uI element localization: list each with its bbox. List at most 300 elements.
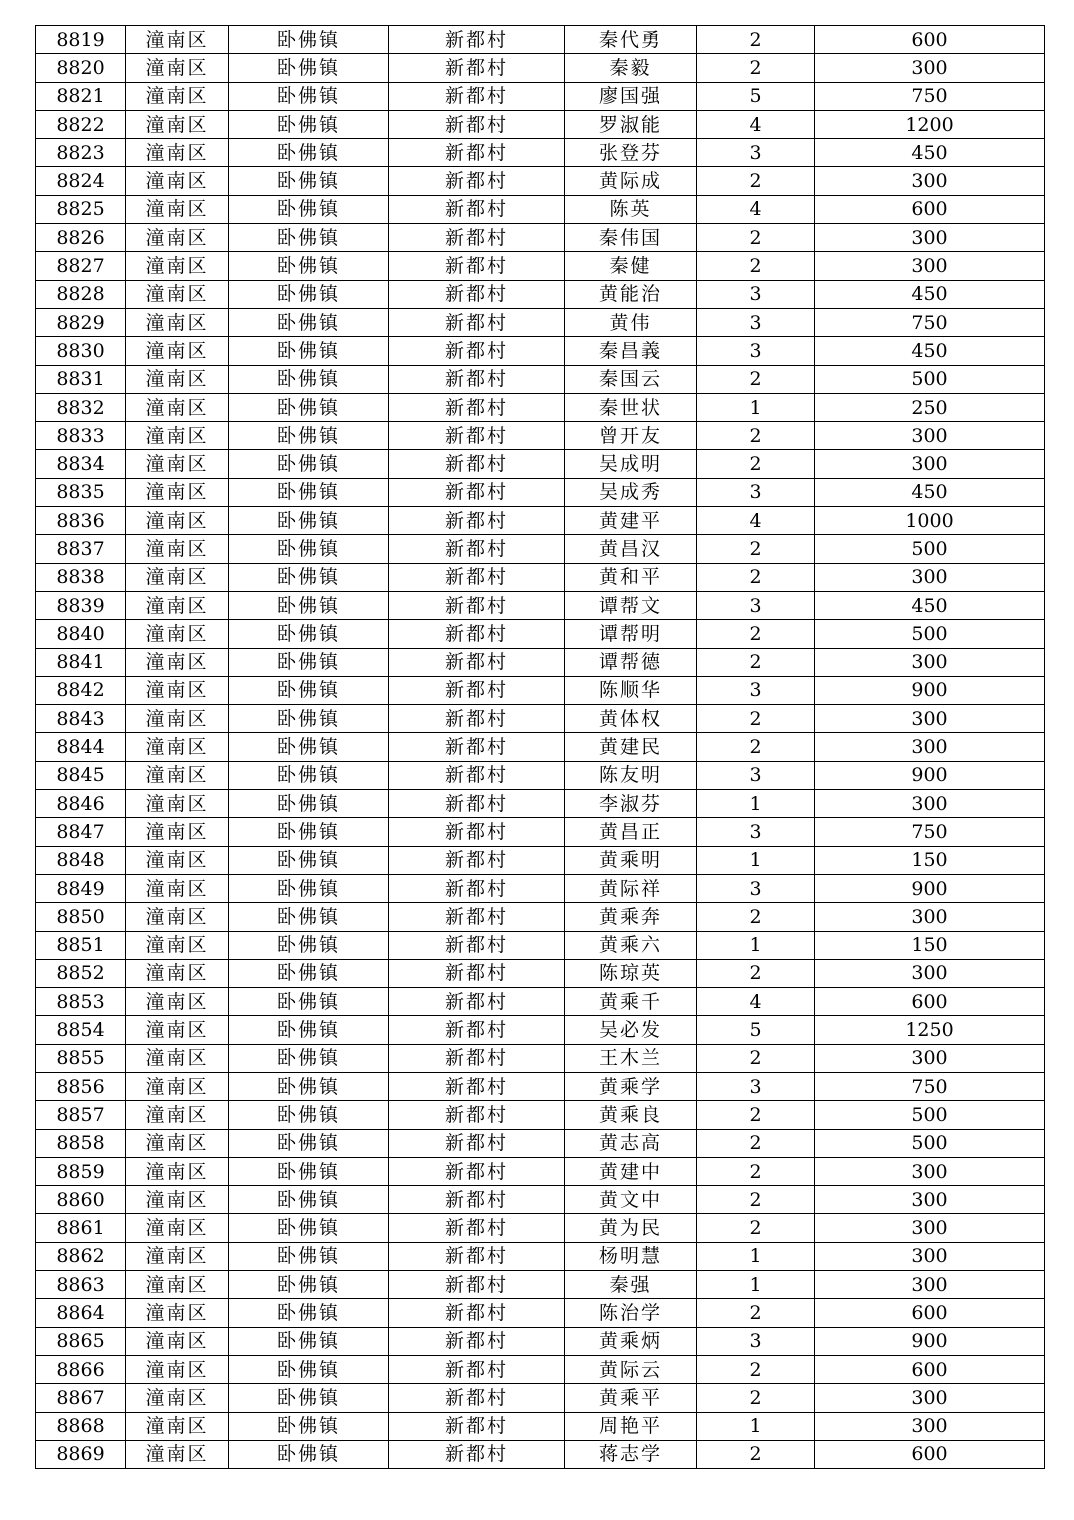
sequence-number-cell: 8856 xyxy=(36,1072,126,1100)
village-cell: 新都村 xyxy=(389,110,565,138)
sequence-number-cell: 8839 xyxy=(36,591,126,619)
sequence-number-cell: 8846 xyxy=(36,790,126,818)
household-name-cell: 罗淑能 xyxy=(565,110,697,138)
town-cell: 卧佛镇 xyxy=(229,620,389,648)
table-row xyxy=(36,110,1045,138)
people-count-cell: 2 xyxy=(697,450,815,478)
household-name-cell: 陈治学 xyxy=(565,1299,697,1327)
table-row xyxy=(36,139,1045,167)
sequence-number-cell: 8842 xyxy=(36,676,126,704)
sequence-number-cell: 8850 xyxy=(36,903,126,931)
sequence-number-cell: 8848 xyxy=(36,846,126,874)
amount-cell: 300 xyxy=(815,1271,1045,1299)
table-row xyxy=(36,874,1045,902)
village-cell: 新都村 xyxy=(389,959,565,987)
district-cell: 潼南区 xyxy=(126,195,229,223)
household-name-cell: 黄体权 xyxy=(565,705,697,733)
village-cell: 新都村 xyxy=(389,620,565,648)
household-name-cell: 秦世状 xyxy=(565,393,697,421)
household-name-cell: 黄和平 xyxy=(565,563,697,591)
village-cell: 新都村 xyxy=(389,337,565,365)
village-cell: 新都村 xyxy=(389,705,565,733)
people-count-cell: 2 xyxy=(697,959,815,987)
sequence-number-cell: 8849 xyxy=(36,874,126,902)
sequence-number-cell: 8820 xyxy=(36,54,126,82)
table-row xyxy=(36,478,1045,506)
district-cell: 潼南区 xyxy=(126,705,229,733)
village-cell: 新都村 xyxy=(389,1299,565,1327)
district-cell: 潼南区 xyxy=(126,308,229,336)
sequence-number-cell: 8864 xyxy=(36,1299,126,1327)
people-count-cell: 1 xyxy=(697,393,815,421)
town-cell: 卧佛镇 xyxy=(229,82,389,110)
people-count-cell: 5 xyxy=(697,82,815,110)
people-count-cell: 4 xyxy=(697,110,815,138)
amount-cell: 300 xyxy=(815,705,1045,733)
household-name-cell: 黄能治 xyxy=(565,280,697,308)
people-count-cell: 3 xyxy=(697,1327,815,1355)
village-cell: 新都村 xyxy=(389,591,565,619)
roster-table xyxy=(35,25,1045,1469)
table-row xyxy=(36,280,1045,308)
household-name-cell: 黄乘良 xyxy=(565,1101,697,1129)
district-cell: 潼南区 xyxy=(126,450,229,478)
town-cell: 卧佛镇 xyxy=(229,959,389,987)
district-cell: 潼南区 xyxy=(126,931,229,959)
amount-cell: 300 xyxy=(815,422,1045,450)
sequence-number-cell: 8858 xyxy=(36,1129,126,1157)
household-name-cell: 吴成秀 xyxy=(565,478,697,506)
town-cell: 卧佛镇 xyxy=(229,1072,389,1100)
district-cell: 潼南区 xyxy=(126,1214,229,1242)
amount-cell: 600 xyxy=(815,26,1045,54)
people-count-cell: 5 xyxy=(697,1016,815,1044)
amount-cell: 500 xyxy=(815,1129,1045,1157)
table-row xyxy=(36,846,1045,874)
amount-cell: 250 xyxy=(815,393,1045,421)
table-row xyxy=(36,1044,1045,1072)
town-cell: 卧佛镇 xyxy=(229,26,389,54)
village-cell: 新都村 xyxy=(389,1440,565,1468)
amount-cell: 900 xyxy=(815,761,1045,789)
people-count-cell: 1 xyxy=(697,846,815,874)
household-name-cell: 李淑芬 xyxy=(565,790,697,818)
people-count-cell: 2 xyxy=(697,1129,815,1157)
household-name-cell: 张登芬 xyxy=(565,139,697,167)
village-cell: 新都村 xyxy=(389,1044,565,1072)
district-cell: 潼南区 xyxy=(126,563,229,591)
sequence-number-cell: 8821 xyxy=(36,82,126,110)
sequence-number-cell: 8840 xyxy=(36,620,126,648)
town-cell: 卧佛镇 xyxy=(229,1186,389,1214)
amount-cell: 900 xyxy=(815,874,1045,902)
district-cell: 潼南区 xyxy=(126,1016,229,1044)
household-name-cell: 陈英 xyxy=(565,195,697,223)
village-cell: 新都村 xyxy=(389,365,565,393)
amount-cell: 300 xyxy=(815,252,1045,280)
district-cell: 潼南区 xyxy=(126,1299,229,1327)
sequence-number-cell: 8838 xyxy=(36,563,126,591)
village-cell: 新都村 xyxy=(389,1072,565,1100)
amount-cell: 750 xyxy=(815,818,1045,846)
people-count-cell: 4 xyxy=(697,195,815,223)
table-row xyxy=(36,1242,1045,1270)
village-cell: 新都村 xyxy=(389,507,565,535)
amount-cell: 300 xyxy=(815,1157,1045,1185)
people-count-cell: 3 xyxy=(697,591,815,619)
household-name-cell: 秦代勇 xyxy=(565,26,697,54)
sequence-number-cell: 8830 xyxy=(36,337,126,365)
people-count-cell: 2 xyxy=(697,1101,815,1129)
sequence-number-cell: 8867 xyxy=(36,1384,126,1412)
town-cell: 卧佛镇 xyxy=(229,1327,389,1355)
town-cell: 卧佛镇 xyxy=(229,1157,389,1185)
town-cell: 卧佛镇 xyxy=(229,733,389,761)
amount-cell: 500 xyxy=(815,365,1045,393)
household-name-cell: 黄志高 xyxy=(565,1129,697,1157)
sequence-number-cell: 8828 xyxy=(36,280,126,308)
village-cell: 新都村 xyxy=(389,422,565,450)
village-cell: 新都村 xyxy=(389,988,565,1016)
people-count-cell: 2 xyxy=(697,705,815,733)
town-cell: 卧佛镇 xyxy=(229,846,389,874)
amount-cell: 600 xyxy=(815,195,1045,223)
district-cell: 潼南区 xyxy=(126,846,229,874)
town-cell: 卧佛镇 xyxy=(229,931,389,959)
village-cell: 新都村 xyxy=(389,478,565,506)
household-name-cell: 黄建平 xyxy=(565,507,697,535)
household-name-cell: 曾开友 xyxy=(565,422,697,450)
amount-cell: 300 xyxy=(815,224,1045,252)
household-name-cell: 黄昌正 xyxy=(565,818,697,846)
town-cell: 卧佛镇 xyxy=(229,54,389,82)
district-cell: 潼南区 xyxy=(126,393,229,421)
town-cell: 卧佛镇 xyxy=(229,1355,389,1383)
village-cell: 新都村 xyxy=(389,563,565,591)
town-cell: 卧佛镇 xyxy=(229,1440,389,1468)
household-name-cell: 黄建民 xyxy=(565,733,697,761)
household-name-cell: 陈琼英 xyxy=(565,959,697,987)
amount-cell: 300 xyxy=(815,450,1045,478)
table-row xyxy=(36,54,1045,82)
people-count-cell: 3 xyxy=(697,676,815,704)
village-cell: 新都村 xyxy=(389,1016,565,1044)
town-cell: 卧佛镇 xyxy=(229,1044,389,1072)
people-count-cell: 1 xyxy=(697,1271,815,1299)
amount-cell: 1000 xyxy=(815,507,1045,535)
village-cell: 新都村 xyxy=(389,1242,565,1270)
town-cell: 卧佛镇 xyxy=(229,478,389,506)
people-count-cell: 4 xyxy=(697,507,815,535)
district-cell: 潼南区 xyxy=(126,139,229,167)
household-name-cell: 秦健 xyxy=(565,252,697,280)
district-cell: 潼南区 xyxy=(126,1242,229,1270)
table-row xyxy=(36,676,1045,704)
village-cell: 新都村 xyxy=(389,818,565,846)
table-row xyxy=(36,1327,1045,1355)
table-row xyxy=(36,1186,1045,1214)
village-cell: 新都村 xyxy=(389,676,565,704)
table-row xyxy=(36,931,1045,959)
people-count-cell: 3 xyxy=(697,761,815,789)
household-name-cell: 谭帮文 xyxy=(565,591,697,619)
people-count-cell: 2 xyxy=(697,54,815,82)
village-cell: 新都村 xyxy=(389,393,565,421)
sequence-number-cell: 8866 xyxy=(36,1355,126,1383)
household-name-cell: 秦毅 xyxy=(565,54,697,82)
household-name-cell: 黄际云 xyxy=(565,1355,697,1383)
household-name-cell: 黄乘平 xyxy=(565,1384,697,1412)
amount-cell: 450 xyxy=(815,280,1045,308)
table-row xyxy=(36,648,1045,676)
amount-cell: 750 xyxy=(815,82,1045,110)
district-cell: 潼南区 xyxy=(126,1186,229,1214)
amount-cell: 300 xyxy=(815,790,1045,818)
town-cell: 卧佛镇 xyxy=(229,139,389,167)
household-name-cell: 谭帮德 xyxy=(565,648,697,676)
district-cell: 潼南区 xyxy=(126,26,229,54)
village-cell: 新都村 xyxy=(389,82,565,110)
village-cell: 新都村 xyxy=(389,1412,565,1440)
amount-cell: 300 xyxy=(815,1412,1045,1440)
district-cell: 潼南区 xyxy=(126,54,229,82)
town-cell: 卧佛镇 xyxy=(229,903,389,931)
household-name-cell: 黄乘明 xyxy=(565,846,697,874)
district-cell: 潼南区 xyxy=(126,252,229,280)
amount-cell: 900 xyxy=(815,676,1045,704)
amount-cell: 450 xyxy=(815,139,1045,167)
village-cell: 新都村 xyxy=(389,1271,565,1299)
town-cell: 卧佛镇 xyxy=(229,308,389,336)
district-cell: 潼南区 xyxy=(126,676,229,704)
amount-cell: 300 xyxy=(815,903,1045,931)
sequence-number-cell: 8857 xyxy=(36,1101,126,1129)
village-cell: 新都村 xyxy=(389,846,565,874)
household-name-cell: 黄乘炳 xyxy=(565,1327,697,1355)
people-count-cell: 4 xyxy=(697,988,815,1016)
sequence-number-cell: 8837 xyxy=(36,535,126,563)
village-cell: 新都村 xyxy=(389,648,565,676)
village-cell: 新都村 xyxy=(389,224,565,252)
amount-cell: 500 xyxy=(815,535,1045,563)
sequence-number-cell: 8845 xyxy=(36,761,126,789)
district-cell: 潼南区 xyxy=(126,988,229,1016)
district-cell: 潼南区 xyxy=(126,110,229,138)
sequence-number-cell: 8836 xyxy=(36,507,126,535)
amount-cell: 500 xyxy=(815,620,1045,648)
district-cell: 潼南区 xyxy=(126,874,229,902)
household-name-cell: 秦伟国 xyxy=(565,224,697,252)
district-cell: 潼南区 xyxy=(126,535,229,563)
table-row xyxy=(36,252,1045,280)
town-cell: 卧佛镇 xyxy=(229,450,389,478)
district-cell: 潼南区 xyxy=(126,1044,229,1072)
people-count-cell: 2 xyxy=(697,1186,815,1214)
amount-cell: 150 xyxy=(815,846,1045,874)
household-name-cell: 秦国云 xyxy=(565,365,697,393)
village-cell: 新都村 xyxy=(389,1157,565,1185)
sequence-number-cell: 8835 xyxy=(36,478,126,506)
sequence-number-cell: 8843 xyxy=(36,705,126,733)
household-name-cell: 黄乘奔 xyxy=(565,903,697,931)
district-cell: 潼南区 xyxy=(126,478,229,506)
people-count-cell: 3 xyxy=(697,1072,815,1100)
sequence-number-cell: 8855 xyxy=(36,1044,126,1072)
people-count-cell: 2 xyxy=(697,224,815,252)
people-count-cell: 2 xyxy=(697,167,815,195)
household-name-cell: 王木兰 xyxy=(565,1044,697,1072)
table-row xyxy=(36,422,1045,450)
people-count-cell: 1 xyxy=(697,1412,815,1440)
village-cell: 新都村 xyxy=(389,26,565,54)
village-cell: 新都村 xyxy=(389,903,565,931)
district-cell: 潼南区 xyxy=(126,903,229,931)
people-count-cell: 2 xyxy=(697,1044,815,1072)
household-name-cell: 黄际成 xyxy=(565,167,697,195)
table-row xyxy=(36,450,1045,478)
village-cell: 新都村 xyxy=(389,535,565,563)
table-row xyxy=(36,790,1045,818)
town-cell: 卧佛镇 xyxy=(229,535,389,563)
district-cell: 潼南区 xyxy=(126,959,229,987)
amount-cell: 300 xyxy=(815,1384,1045,1412)
table-row xyxy=(36,1384,1045,1412)
town-cell: 卧佛镇 xyxy=(229,422,389,450)
people-count-cell: 3 xyxy=(697,337,815,365)
district-cell: 潼南区 xyxy=(126,1101,229,1129)
amount-cell: 300 xyxy=(815,733,1045,761)
district-cell: 潼南区 xyxy=(126,1157,229,1185)
village-cell: 新都村 xyxy=(389,1101,565,1129)
amount-cell: 600 xyxy=(815,1355,1045,1383)
table-row xyxy=(36,1129,1045,1157)
table-row xyxy=(36,1440,1045,1468)
sequence-number-cell: 8853 xyxy=(36,988,126,1016)
town-cell: 卧佛镇 xyxy=(229,1129,389,1157)
village-cell: 新都村 xyxy=(389,139,565,167)
district-cell: 潼南区 xyxy=(126,1327,229,1355)
household-name-cell: 谭帮明 xyxy=(565,620,697,648)
household-name-cell: 秦昌義 xyxy=(565,337,697,365)
village-cell: 新都村 xyxy=(389,790,565,818)
table-row xyxy=(36,393,1045,421)
sequence-number-cell: 8865 xyxy=(36,1327,126,1355)
people-count-cell: 3 xyxy=(697,308,815,336)
amount-cell: 150 xyxy=(815,931,1045,959)
table-row xyxy=(36,959,1045,987)
people-count-cell: 2 xyxy=(697,1440,815,1468)
town-cell: 卧佛镇 xyxy=(229,648,389,676)
household-name-cell: 吴必发 xyxy=(565,1016,697,1044)
table-row xyxy=(36,26,1045,54)
table-row xyxy=(36,563,1045,591)
people-count-cell: 2 xyxy=(697,903,815,931)
table-row xyxy=(36,733,1045,761)
amount-cell: 300 xyxy=(815,563,1045,591)
people-count-cell: 2 xyxy=(697,1214,815,1242)
table-row xyxy=(36,365,1045,393)
district-cell: 潼南区 xyxy=(126,648,229,676)
district-cell: 潼南区 xyxy=(126,1384,229,1412)
amount-cell: 750 xyxy=(815,1072,1045,1100)
household-name-cell: 陈顺华 xyxy=(565,676,697,704)
amount-cell: 600 xyxy=(815,1440,1045,1468)
amount-cell: 500 xyxy=(815,1101,1045,1129)
people-count-cell: 2 xyxy=(697,365,815,393)
people-count-cell: 3 xyxy=(697,818,815,846)
table-row xyxy=(36,224,1045,252)
household-name-cell: 杨明慧 xyxy=(565,1242,697,1270)
village-cell: 新都村 xyxy=(389,931,565,959)
district-cell: 潼南区 xyxy=(126,1072,229,1100)
household-name-cell: 黄乘千 xyxy=(565,988,697,1016)
people-count-cell: 2 xyxy=(697,1384,815,1412)
household-name-cell: 黄文中 xyxy=(565,1186,697,1214)
sequence-number-cell: 8841 xyxy=(36,648,126,676)
district-cell: 潼南区 xyxy=(126,224,229,252)
people-count-cell: 3 xyxy=(697,874,815,902)
people-count-cell: 2 xyxy=(697,733,815,761)
village-cell: 新都村 xyxy=(389,1355,565,1383)
amount-cell: 600 xyxy=(815,1299,1045,1327)
sequence-number-cell: 8826 xyxy=(36,224,126,252)
people-count-cell: 3 xyxy=(697,139,815,167)
village-cell: 新都村 xyxy=(389,54,565,82)
table-row xyxy=(36,988,1045,1016)
village-cell: 新都村 xyxy=(389,280,565,308)
sequence-number-cell: 8844 xyxy=(36,733,126,761)
village-cell: 新都村 xyxy=(389,1129,565,1157)
town-cell: 卧佛镇 xyxy=(229,1016,389,1044)
village-cell: 新都村 xyxy=(389,167,565,195)
district-cell: 潼南区 xyxy=(126,365,229,393)
household-name-cell: 黄为民 xyxy=(565,1214,697,1242)
sequence-number-cell: 8825 xyxy=(36,195,126,223)
sequence-number-cell: 8869 xyxy=(36,1440,126,1468)
table-row xyxy=(36,337,1045,365)
district-cell: 潼南区 xyxy=(126,422,229,450)
sequence-number-cell: 8851 xyxy=(36,931,126,959)
village-cell: 新都村 xyxy=(389,874,565,902)
town-cell: 卧佛镇 xyxy=(229,224,389,252)
table-row xyxy=(36,903,1045,931)
household-name-cell: 廖国强 xyxy=(565,82,697,110)
town-cell: 卧佛镇 xyxy=(229,195,389,223)
amount-cell: 750 xyxy=(815,308,1045,336)
district-cell: 潼南区 xyxy=(126,790,229,818)
table-row xyxy=(36,620,1045,648)
amount-cell: 900 xyxy=(815,1327,1045,1355)
amount-cell: 1250 xyxy=(815,1016,1045,1044)
town-cell: 卧佛镇 xyxy=(229,676,389,704)
household-name-cell: 黄乘六 xyxy=(565,931,697,959)
district-cell: 潼南区 xyxy=(126,761,229,789)
village-cell: 新都村 xyxy=(389,252,565,280)
village-cell: 新都村 xyxy=(389,1327,565,1355)
town-cell: 卧佛镇 xyxy=(229,1412,389,1440)
table-row xyxy=(36,82,1045,110)
village-cell: 新都村 xyxy=(389,1186,565,1214)
table-row xyxy=(36,507,1045,535)
sequence-number-cell: 8834 xyxy=(36,450,126,478)
amount-cell: 300 xyxy=(815,54,1045,82)
table-row xyxy=(36,818,1045,846)
table-row xyxy=(36,1101,1045,1129)
household-name-cell: 黄际祥 xyxy=(565,874,697,902)
people-count-cell: 2 xyxy=(697,26,815,54)
table-row xyxy=(36,1157,1045,1185)
village-cell: 新都村 xyxy=(389,450,565,478)
